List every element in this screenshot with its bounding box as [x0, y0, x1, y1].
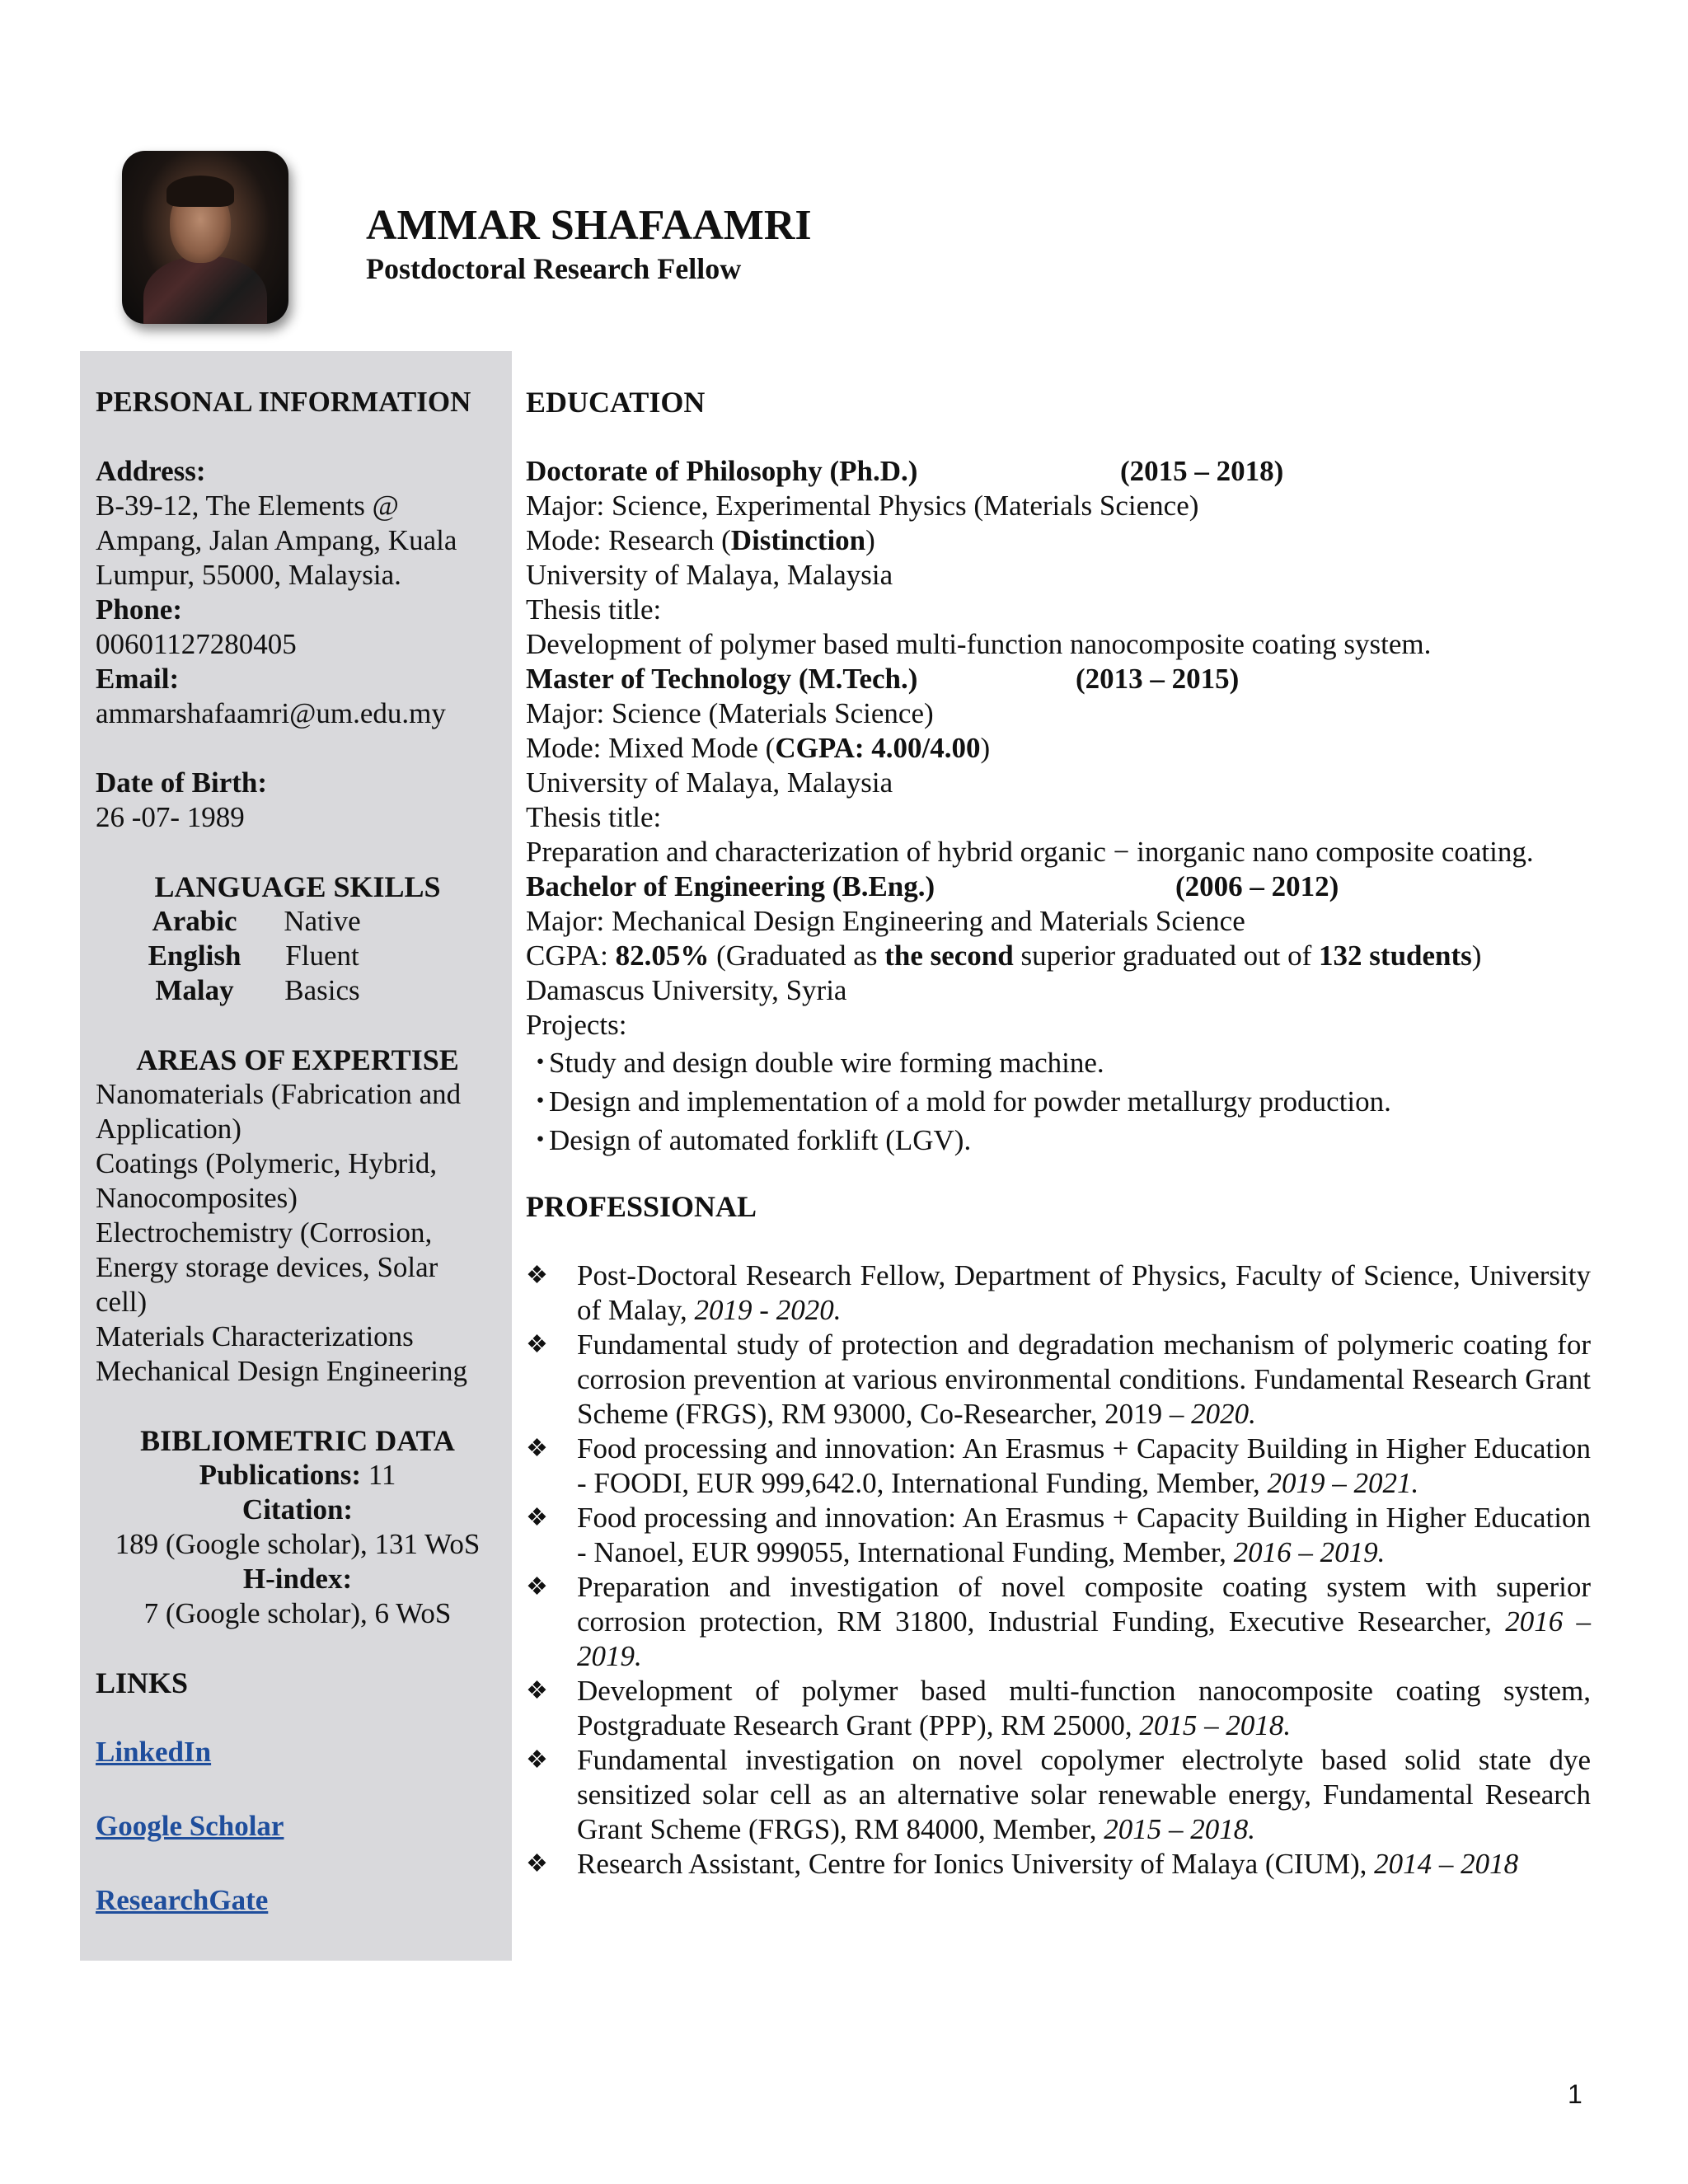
expertise-line: Nanocomposites): [96, 1182, 298, 1214]
professional-list: [526, 1258, 1591, 1882]
hindex-label: H-index:: [242, 1563, 353, 1595]
professional-item: ❖ Fundamental investigation on novel copolymer electrolyte based solid state dye sensitized solar cell as an alternative solar renewable energy, Fundamental Research Grant Scheme (FRGS), RM 84000, Member, 2015 – 2018.: [526, 1744, 1591, 1845]
page-number: 1: [1568, 2079, 1582, 2109]
professional-item: ❖ Food processing and innovation: An Erasmus + Capacity Building in Higher Education - Nanoel, EUR 999055, International Funding, Member, 2016 – 2019.: [526, 1502, 1591, 1568]
project-item: ・ Design of automated forklift (LGV).: [526, 1124, 972, 1156]
address-label: Address:: [96, 455, 206, 487]
professional-item: ❖ Post-Doctoral Research Fellow, Department of Physics, Faculty of Science, University of Malay, 2019 - 2020.: [526, 1259, 1591, 1326]
diamond-bullet-icon: ❖: [526, 1435, 548, 1462]
beng-degree: [526, 869, 1591, 904]
profile-photo: [122, 151, 288, 324]
main-content: [526, 385, 1591, 1882]
degree-major: Major: Mechanical Design Engineering and Materials Science: [526, 905, 1245, 937]
language-row: [96, 939, 508, 973]
thesis-label: Thesis title:: [526, 801, 662, 833]
header: [366, 200, 812, 286]
sidebar: [96, 385, 508, 1918]
diamond-bullet-icon: ❖: [526, 1262, 548, 1289]
hindex-value: 7 (Google scholar), 6 WoS: [143, 1597, 452, 1629]
citation-value: 189 (Google scholar), 131 WoS: [115, 1528, 481, 1560]
degree-major: Major: Science, Experimental Physics (Materials Science): [526, 490, 1199, 522]
degree-university: University of Malaya, Malaysia: [526, 766, 893, 799]
publications-label: Publications:: [199, 1459, 361, 1491]
degree-years: (2006 – 2012): [1175, 870, 1339, 902]
bullet-icon: ・: [526, 1085, 556, 1118]
degree-years: (2015 – 2018): [1120, 455, 1284, 487]
project-item: ・ Study and design double wire forming machine.: [526, 1047, 1104, 1079]
thesis-title: Preparation and characterization of hybrid organic − inorganic nano composite coating.: [526, 836, 1534, 868]
expertise-line: Mechanical Design Engineering: [96, 1355, 467, 1387]
professional-item: ❖ Food processing and innovation: An Erasmus + Capacity Building in Higher Education - FOODI, EUR 999,642.0, International Funding, Member, 2019 – 2021.: [526, 1432, 1591, 1499]
language-name: Malay: [155, 974, 234, 1006]
degree-mode: Mode: Research (Distinction): [526, 524, 875, 556]
dob-label: Date of Birth:: [96, 766, 268, 799]
degree-title: Bachelor of Engineering (B.Eng.): [526, 870, 935, 902]
professional-heading: PROFESSIONAL: [526, 1190, 757, 1223]
phd-degree: [526, 454, 1591, 489]
phone-label: Phone:: [96, 593, 182, 626]
degree-cgpa: CGPA: 82.05% (Graduated as the second superior graduated out of 132 students): [526, 940, 1482, 972]
dob-value: 26 -07- 1989: [96, 801, 245, 833]
degree-title: Master of Technology (M.Tech.): [526, 663, 918, 695]
diamond-bullet-icon: ❖: [526, 1573, 548, 1601]
diamond-bullet-icon: ❖: [526, 1677, 548, 1704]
expertise-line: Materials Characterizations: [96, 1320, 414, 1352]
language-name: Arabic: [152, 905, 237, 937]
address-line: Lumpur, 55000, Malaysia.: [96, 559, 401, 591]
language-row: [96, 973, 508, 1008]
professional-item: ❖ Research Assistant, Centre for Ionics University of Malaya (CIUM), 2014 – 2018: [526, 1848, 1519, 1880]
expertise-line: Electrochemistry (Corrosion,: [96, 1216, 433, 1249]
expertise-line: Energy storage devices, Solar: [96, 1251, 438, 1283]
diamond-bullet-icon: ❖: [526, 1331, 548, 1358]
diamond-bullet-icon: ❖: [526, 1746, 548, 1774]
expertise-line: cell): [96, 1286, 148, 1318]
mtech-degree: [526, 662, 1591, 696]
language-level: Basics: [284, 974, 360, 1006]
links-heading: LINKS: [96, 1666, 189, 1699]
expertise-line: Application): [96, 1113, 241, 1145]
diamond-bullet-icon: ❖: [526, 1504, 548, 1531]
bullet-icon: ・: [526, 1124, 556, 1156]
degree-major: Major: Science (Materials Science): [526, 697, 934, 729]
person-name: AMMAR SHAFAAMRI: [366, 202, 812, 249]
degree-years: (2013 – 2015): [1076, 663, 1240, 695]
address-line: B-39-12, The Elements @: [96, 490, 399, 522]
diamond-bullet-icon: ❖: [526, 1850, 548, 1877]
email-label: Email:: [96, 663, 180, 695]
phone-value: 00601127280405: [96, 628, 297, 660]
language-level: Fluent: [285, 940, 359, 972]
citation-label: Citation:: [241, 1493, 354, 1526]
language-heading: LANGUAGE SKILLS: [154, 870, 441, 903]
projects-label: Projects:: [526, 1009, 627, 1041]
thesis-title: Development of polymer based multi-function nanocomposite coating system.: [526, 628, 1432, 660]
education-heading: EDUCATION: [526, 386, 706, 419]
thesis-label: Thesis title:: [526, 593, 662, 626]
language-name: English: [148, 940, 241, 972]
professional-item: ❖ Fundamental study of protection and degradation mechanism of polymeric coating for corrosion prevention at various environmental conditions. Fundamental Research Grant Scheme (FRGS), RM 93000, Co-Researcher, 2019 – 2020.: [526, 1329, 1591, 1430]
google-scholar-link[interactable]: Google Scholar: [96, 1810, 284, 1842]
professional-item: ❖ Preparation and investigation of novel composite coating system with superior corrosion protection, RM 31800, Industrial Funding, Executive Researcher, 2016 – 2019.: [526, 1571, 1592, 1672]
expertise-line: Coatings (Polymeric, Hybrid,: [96, 1147, 438, 1179]
professional-item: ❖ Development of polymer based multi-function nanocomposite coating system, Postgraduate Research Grant (PPP), RM 25000, 2015 – 2018.: [526, 1675, 1591, 1741]
publications: [96, 1458, 508, 1493]
researchgate-link[interactable]: ResearchGate: [96, 1884, 269, 1916]
publications-value: 11: [368, 1459, 396, 1491]
expertise-heading: AREAS OF EXPERTISE: [136, 1043, 459, 1076]
language-row: [96, 904, 508, 939]
address-line: Ampang, Jalan Ampang, Kuala: [96, 524, 457, 556]
degree-mode: Mode: Mixed Mode (CGPA: 4.00/4.00): [526, 732, 991, 764]
email-value[interactable]: ammarshafaamri@um.edu.my: [96, 697, 446, 729]
bibliometric-heading: BIBLIOMETRIC DATA: [140, 1424, 455, 1457]
job-title: Postdoctoral Research Fellow: [366, 252, 742, 285]
linkedin-link[interactable]: LinkedIn: [96, 1736, 212, 1768]
expertise-line: Nanomaterials (Fabrication and: [96, 1078, 462, 1110]
degree-title: Doctorate of Philosophy (Ph.D.): [526, 455, 918, 487]
bullet-icon: ・: [526, 1047, 556, 1079]
degree-university: University of Malaya, Malaysia: [526, 559, 893, 591]
personal-info-heading: PERSONAL INFORMATION: [96, 386, 471, 418]
degree-university: Damascus University, Syria: [526, 974, 847, 1006]
project-item: ・ Design and implementation of a mold for powder metallurgy production.: [526, 1085, 1391, 1118]
language-level: Native: [284, 905, 361, 937]
